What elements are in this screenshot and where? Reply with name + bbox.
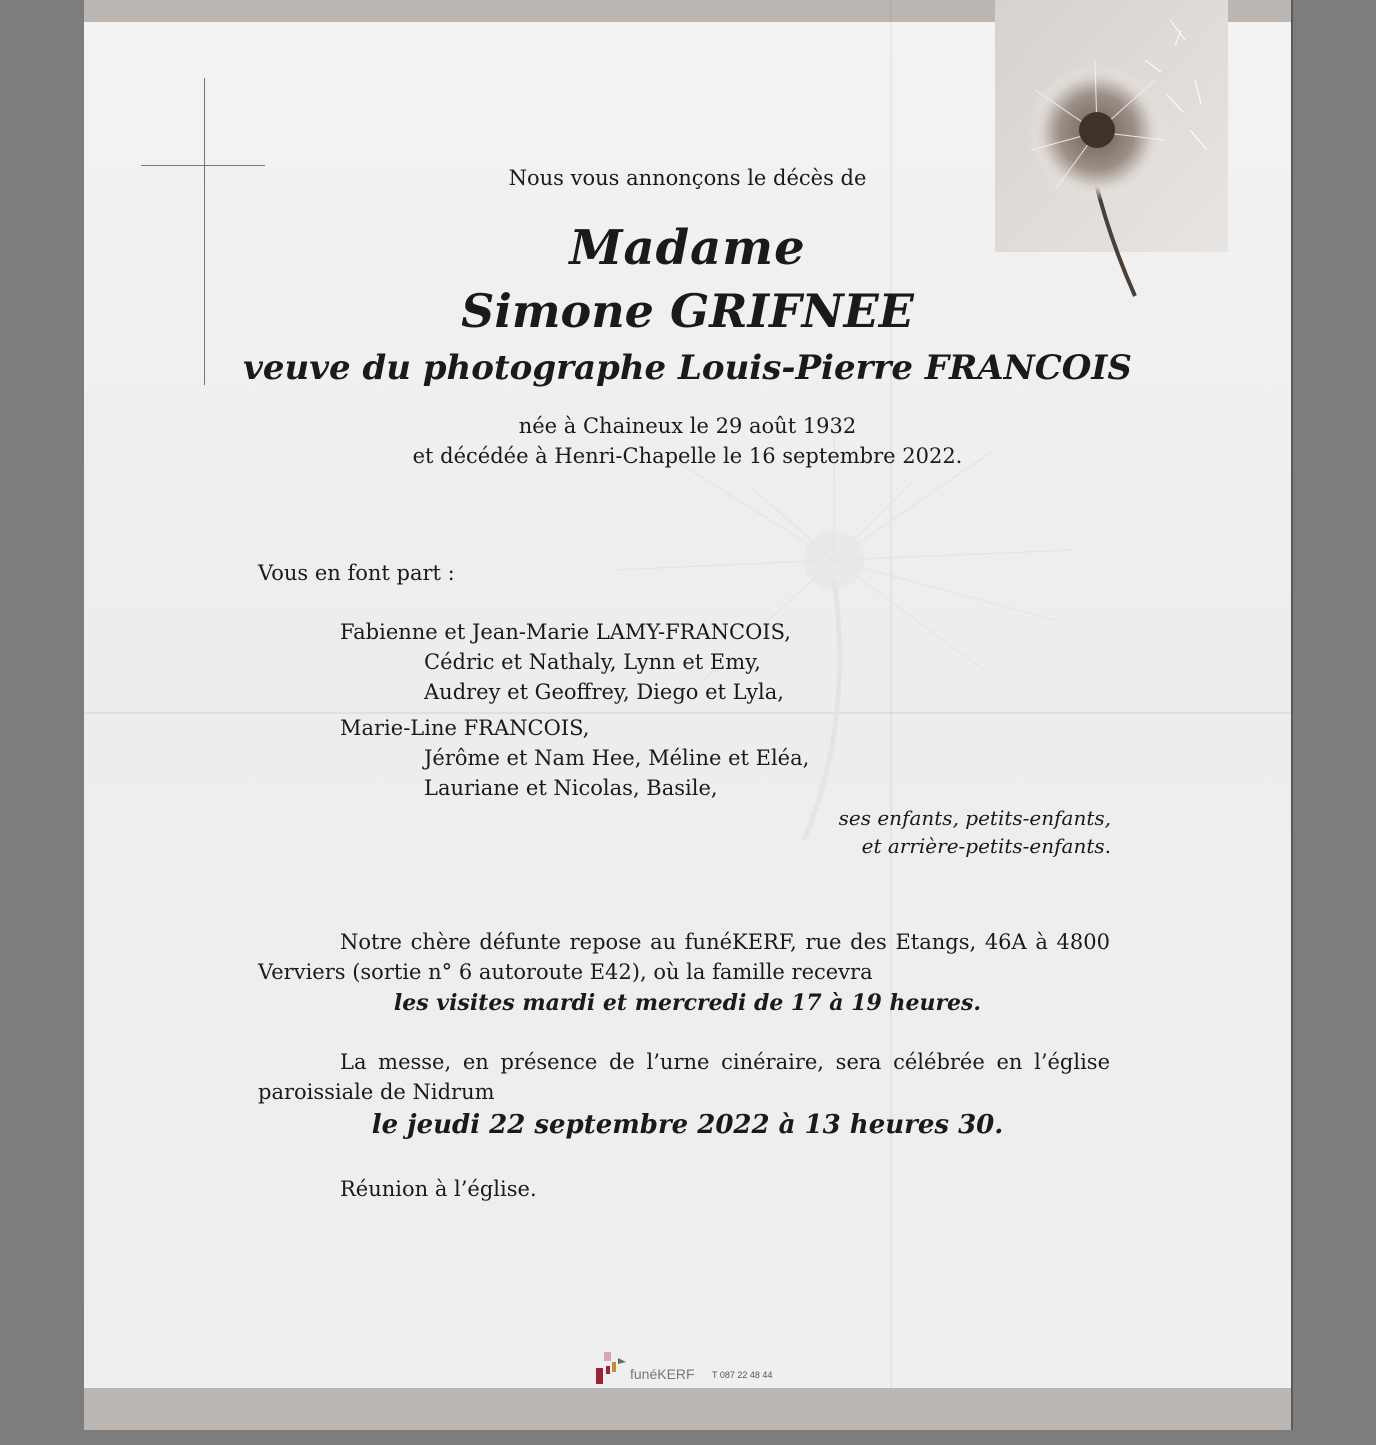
family-line: Jérôme et Nam Hee, Méline et Eléa,: [424, 746, 810, 770]
dandelion-photo-icon: [995, 0, 1228, 252]
family-line: Marie-Line FRANCOIS,: [340, 716, 590, 740]
family-line: Lauriane et Nicolas, Basile,: [424, 776, 718, 800]
relation-line: et arrière-petits-enfants.: [861, 834, 1111, 858]
mass-text-line: La messe, en présence de l’urne cinéraire, sera célébrée en l’église: [340, 1050, 1110, 1074]
rest-text-line: Notre chère défunte repose au funéKERF, rue des Etangs, 46A à 4800: [340, 930, 1110, 954]
family-line: Fabienne et Jean-Marie LAMY-FRANCOIS,: [340, 620, 791, 644]
death-notice-card: [84, 0, 1291, 1430]
announcers-lead: Vous en font part :: [258, 561, 455, 585]
birth-line: née à Chaineux le 29 août 1932: [518, 414, 857, 438]
funekerf-logo-icon: [592, 1348, 628, 1388]
deceased-name: Simone GRIFNEE: [461, 284, 914, 338]
deceased-spouse-line: veuve du photographe Louis-Pierre FRANCOIS: [243, 348, 1132, 388]
intro-text: Nous vous annonçons le décès de: [508, 166, 867, 190]
funeral-home-logo: [592, 1348, 792, 1390]
family-line: Audrey et Geoffrey, Diego et Lyla,: [424, 680, 784, 704]
bottom-band: [84, 1388, 1291, 1430]
relation-line: ses enfants, petits-enfants,: [838, 806, 1111, 830]
mass-text-line: paroissiale de Nidrum: [258, 1080, 495, 1104]
logo-name: funéKERF: [630, 1366, 695, 1382]
family-line: Cédric et Nathaly, Lynn et Emy,: [424, 650, 761, 674]
mass-date: le jeudi 22 septembre 2022 à 13 heures 30.: [371, 1110, 1004, 1140]
rest-text-line: Verviers (sortie n° 6 autoroute E42), où la famille recevra: [258, 960, 873, 984]
death-line: et décédée à Henri-Chapelle le 16 septembre 2022.: [412, 444, 963, 468]
deceased-honorific: Madame: [569, 220, 806, 276]
visiting-hours: les visites mardi et mercredi de 17 à 19 heures.: [393, 990, 982, 1016]
paper-edge-shadow: [1291, 0, 1293, 1430]
logo-phone: T 087 22 48 44: [712, 1370, 773, 1380]
meeting-note: Réunion à l’église.: [340, 1177, 537, 1201]
